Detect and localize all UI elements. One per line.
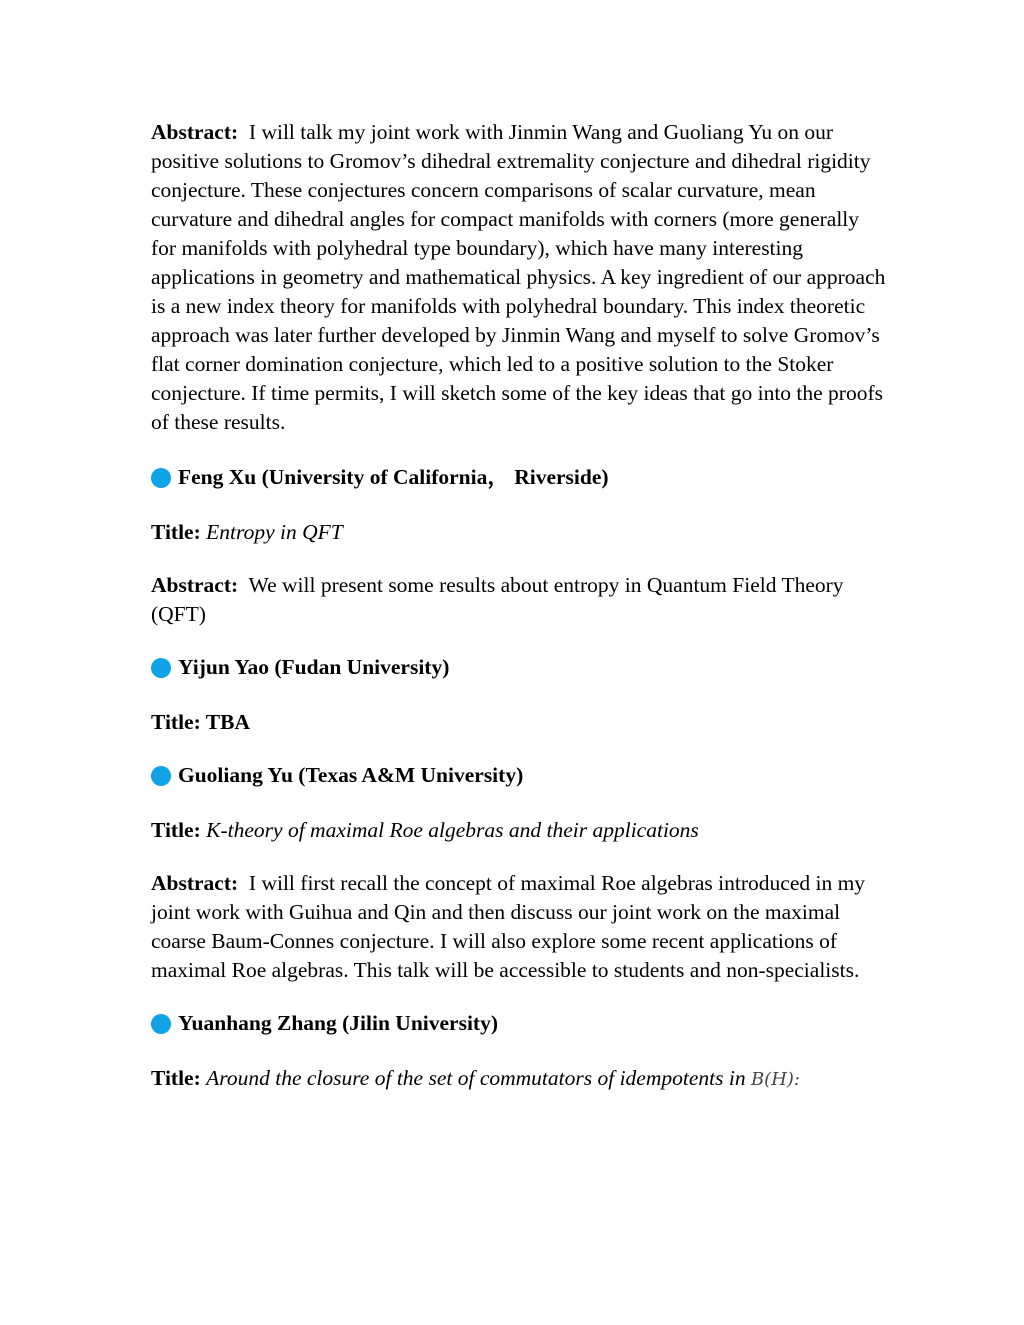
- talk-title: [151, 708, 886, 737]
- title-text: TBA: [205, 710, 250, 734]
- speaker-heading: [151, 463, 886, 492]
- speaker-heading: [151, 761, 886, 790]
- talk-title: [151, 1064, 886, 1094]
- math-expression: B(H):: [750, 1069, 800, 1090]
- title-label: Title:: [151, 818, 201, 842]
- abstract-label: Abstract:: [151, 120, 239, 144]
- abstract-text: We will present some results about entropy in Quantum Field Theory (QFT): [151, 573, 844, 626]
- speaker-name: Feng Xu (University of California， Riverside): [178, 465, 609, 489]
- abstract-label: Abstract:: [151, 573, 239, 597]
- abstract-paragraph: [151, 869, 886, 985]
- talk-title: [151, 816, 886, 845]
- speaker-name: Yijun Yao (Fudan University): [178, 655, 450, 679]
- abstract-paragraph: [151, 571, 886, 629]
- speaker-heading: [151, 1009, 886, 1038]
- talk-title: [151, 518, 886, 547]
- abstract-text: I will first recall the concept of maximal Roe algebras introduced in my joint work with Guihua and Qin and then discuss our joint work on the maximal coarse Baum-Connes conjecture. I will also explore some recent applications of maximal Roe algebras. This talk will be accessible to students and non-specialists.: [151, 871, 866, 982]
- speaker-name: Yuanhang Zhang (Jilin University): [178, 1011, 499, 1035]
- title-label: Title:: [151, 520, 201, 544]
- title-label: Title:: [151, 710, 201, 734]
- document-page: [151, 118, 886, 1094]
- bullet-icon: [151, 658, 171, 678]
- bullet-icon: [151, 468, 171, 488]
- speaker-heading: [151, 653, 886, 682]
- bullet-icon: [151, 766, 171, 786]
- speaker-name: Guoliang Yu (Texas A&M University): [178, 763, 524, 787]
- abstract-label: Abstract:: [151, 871, 239, 895]
- title-text: K-theory of maximal Roe algebras and their applications: [206, 818, 699, 842]
- title-text: Entropy in QFT: [206, 520, 343, 544]
- title-text: Around the closure of the set of commutators of idempotents in: [206, 1066, 746, 1090]
- abstract-text: I will talk my joint work with Jinmin Wang and Guoliang Yu on our positive solutions to Gromov’s dihedral extremality conjecture and dihedral rigidity conjecture. These conjectures concern comparisons of scalar curvature, mean curvature and dihedral angles for compact manifolds with corners (more generally for manifolds with polyhedral type boundary), which have many interesting applications in geometry and mathematical physics. A key ingredient of our approach is a new index theory for manifolds with polyhedral boundary. This index theoretic approach was later further developed by Jinmin Wang and myself to solve Gromov’s flat corner domination conjecture, which led to a positive solution to the Stoker conjecture. If time permits, I will sketch some of the key ideas that go into the proofs of these results.: [151, 120, 886, 434]
- bullet-icon: [151, 1014, 171, 1034]
- abstract-paragraph: [151, 118, 886, 437]
- title-label: Title:: [151, 1066, 201, 1090]
